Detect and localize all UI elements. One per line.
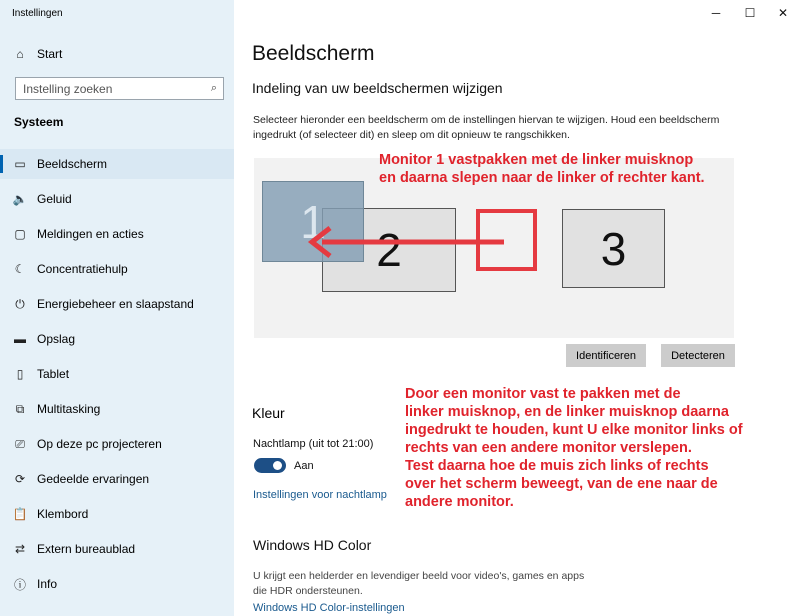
nightlight-state-label: Aan (294, 460, 314, 472)
sidebar-item-label: Concentratiehulp (37, 262, 128, 276)
sidebar-item-meldingen[interactable] (0, 219, 234, 249)
app-title: Instellingen (12, 8, 63, 19)
speaker-icon: 🔈 (12, 192, 28, 206)
info-icon: ⓘ (13, 577, 26, 592)
sidebar-item-tablet[interactable] (0, 359, 234, 389)
sidebar-item-label: Geluid (37, 192, 72, 206)
nightlight-toggle[interactable] (254, 458, 286, 473)
nightlight-settings-link[interactable]: Instellingen voor nachtlamp (253, 489, 387, 501)
annotation-top (379, 151, 749, 187)
sidebar-item-label: Opslag (37, 332, 76, 346)
search-icon[interactable]: ⌕ (210, 82, 217, 94)
close-button[interactable]: ✕ (777, 6, 789, 20)
detect-button[interactable]: Detecteren (661, 344, 735, 367)
annotation-line: andere monitor. (405, 494, 514, 510)
sidebar-item-gedeelde-ervaringen[interactable] (0, 464, 234, 494)
moon-icon: ☾ (14, 262, 26, 276)
project-icon: ⎚ (15, 436, 25, 451)
sidebar-item-multitasking[interactable] (0, 394, 234, 424)
sidebar-item-concentratiehulp[interactable] (0, 254, 234, 284)
page-title: Beeldscherm (252, 42, 375, 65)
sidebar-item-label: Klembord (37, 507, 89, 521)
notification-icon: ▢ (14, 227, 26, 241)
nightlight-label: Nachtlamp (uit tot 21:00) (253, 438, 374, 450)
power-icon: ⏻ (15, 296, 25, 311)
sidebar-item-label: Info (37, 577, 58, 591)
hdr-section-title: Windows HD Color (253, 537, 372, 553)
clipboard-icon: 📋 (12, 507, 28, 521)
annotation-line: Door een monitor vast te pakken met de (405, 386, 681, 402)
toggle-knob (273, 461, 282, 470)
sidebar-item-label: Beeldscherm (37, 157, 108, 171)
annotation-line: en daarna slepen naar de linker of rechter kant. (379, 170, 705, 186)
sidebar-item-energiebeheer[interactable] (0, 289, 234, 319)
sidebar-item-label: Meldingen en acties (37, 227, 144, 241)
sidebar-item-projecteren[interactable] (0, 429, 234, 459)
sidebar-item-opslag[interactable] (0, 324, 234, 354)
sidebar-item-klembord[interactable] (0, 499, 234, 529)
sidebar-item-label: Extern bureaublad (37, 542, 136, 556)
annotation-line: Monitor 1 vastpakken met de linker muisknop (379, 152, 694, 168)
sidebar (0, 0, 234, 616)
arrangement-description: Selecteer hieronder een beeldscherm om de instellingen hiervan te wijzigen. Houd een beeldscherm ingedrukt (of selecteer dit) en sleep om dit opnieuw te rangschikken. (253, 114, 720, 141)
monitor-2[interactable]: 2 (322, 208, 456, 292)
annotation-line: linker muisknop, en de linker muisknop daarna (405, 404, 729, 420)
section-title: Systeem (14, 115, 64, 129)
home-nav-item[interactable] (0, 39, 234, 69)
sidebar-item-beeldscherm[interactable] (0, 149, 234, 179)
annotation-line: Test daarna hoe de muis zich links of rechts (405, 458, 709, 474)
maximize-button[interactable]: ☐ (744, 6, 756, 20)
storage-icon: ▬ (14, 332, 26, 346)
annotation-line: ingedrukt te houden, kunt U elke monitor links of (405, 422, 743, 438)
annotation-line: rechts van een andere monitor verslepen. (405, 440, 692, 456)
remote-desktop-icon: ⇄ (14, 542, 26, 556)
sidebar-item-label: Tablet (37, 367, 70, 381)
annotation-body (405, 385, 785, 511)
hdr-settings-link[interactable]: Windows HD Color-instellingen (253, 602, 405, 614)
home-icon: ⌂ (16, 47, 24, 61)
minimize-button[interactable]: ─ (711, 6, 721, 20)
monitor-3[interactable]: 3 (562, 209, 665, 288)
search-input[interactable] (16, 82, 196, 96)
sidebar-item-geluid[interactable] (0, 184, 234, 214)
tablet-icon: ▯ (16, 367, 24, 381)
sidebar-item-label: Op deze pc projecteren (37, 437, 162, 451)
sidebar-item-extern-bureaublad[interactable] (0, 534, 234, 564)
monitor-icon: ▭ (14, 157, 26, 171)
search-box[interactable] (15, 77, 224, 100)
sidebar-item-info[interactable] (0, 569, 234, 599)
identify-button[interactable]: Identificeren (566, 344, 646, 367)
hdr-description: U krijgt een helderder en levendiger beeld voor video's, games en apps die HDR ondersteunen. (253, 570, 585, 597)
sidebar-item-label: Multitasking (37, 402, 101, 416)
sidebar-item-label: Gedeelde ervaringen (37, 472, 150, 486)
annotation-line: over het scherm beweegt, van de ene naar de (405, 476, 718, 492)
shared-icon: ⟳ (14, 472, 26, 486)
home-label: Start (37, 47, 63, 61)
color-section-title: Kleur (252, 405, 285, 421)
sidebar-item-label: Energiebeheer en slaapstand (37, 297, 194, 311)
monitor-1[interactable]: 1 (262, 181, 364, 262)
multitasking-icon: ⧉ (15, 401, 25, 416)
arrangement-heading: Indeling van uw beeldschermen wijzigen (252, 80, 503, 96)
